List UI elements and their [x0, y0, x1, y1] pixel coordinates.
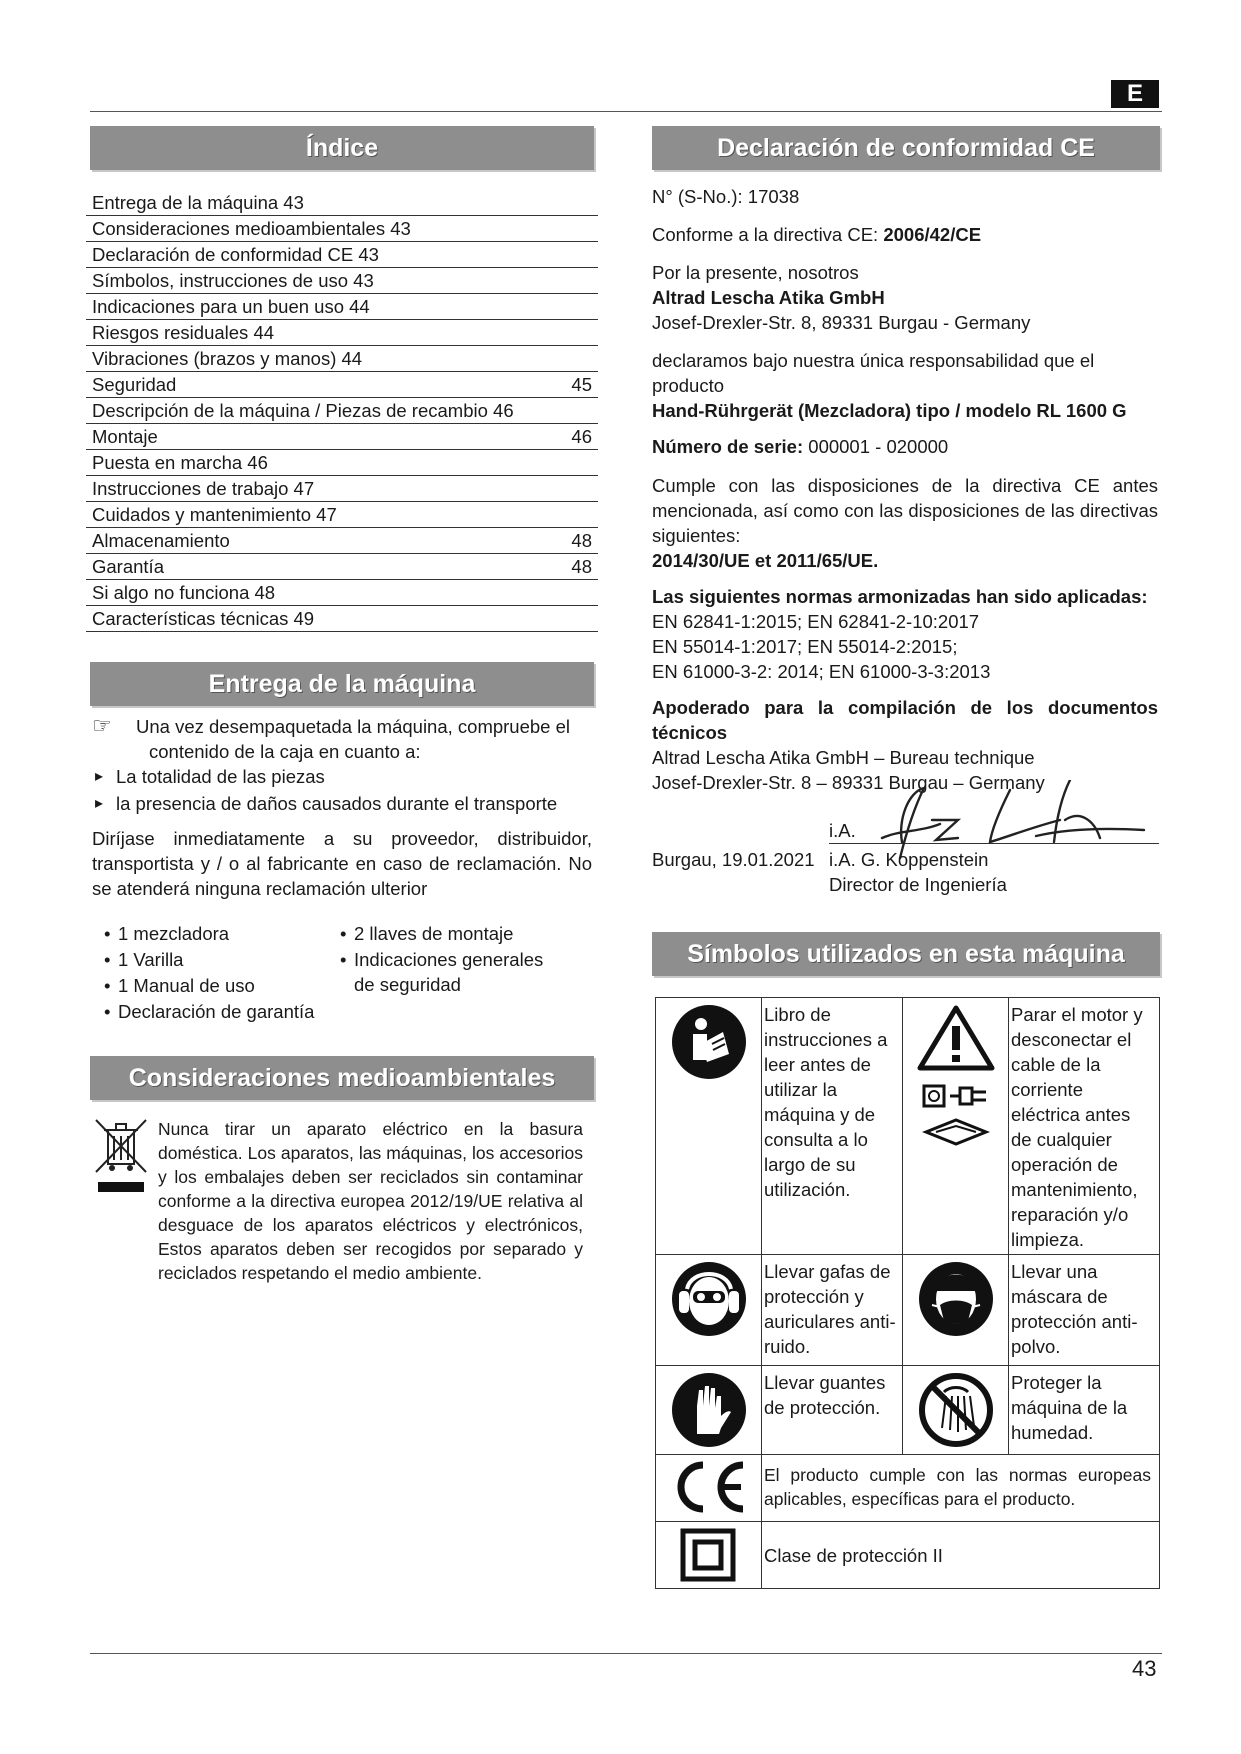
toc-entry-page [592, 294, 598, 319]
toc-entry-page [592, 346, 598, 371]
toc-entry-page [592, 398, 598, 423]
bottom-divider [90, 1653, 1162, 1654]
warning-unplug-icon [903, 998, 1009, 1255]
contents-list-1 [102, 921, 338, 1024]
goggles-symbol-text: Llevar gafas de protección y auriculares anti-ruido. [762, 1255, 903, 1366]
directives-list: 2014/30/UE et 2011/65/UE. [652, 550, 879, 571]
apoderado-line: Josef-Drexler-Str. 8 – 89331 Burgau – Germany [652, 772, 1045, 793]
list-item: • Indicaciones generales de seguridad [338, 947, 568, 997]
page-number: 43 [1132, 1656, 1157, 1681]
directive-line [652, 222, 1158, 247]
toc-entry-label: Vibraciones (brazos y manos) 44 [92, 348, 363, 369]
norm-line: EN 55014-1:2017; EN 55014-2:2015; [652, 636, 958, 657]
list-item: ▸ la presencia de daños causados durante el transporte [92, 791, 592, 816]
table-row [656, 998, 1160, 1255]
toc-entry [86, 398, 598, 424]
toc-entry-label: Riesgos residuales 44 [92, 322, 275, 343]
place-date: Burgau, 19.01.2021 [652, 849, 815, 870]
toc-entry-page [592, 242, 598, 267]
toc-entry-label: Montaje [92, 426, 158, 447]
serial-number-line: N° (S-No.): 17038 [652, 186, 800, 207]
toc-entry-page [592, 502, 598, 527]
table-of-contents [86, 190, 598, 632]
delivery-intro-line1: Una vez desempaquetada la máquina, compruebe el [136, 716, 571, 737]
humidity-symbol-text: Proteger la máquina de la humedad. [1009, 1366, 1160, 1455]
toc-entry [86, 242, 598, 268]
toc-entry [86, 320, 598, 346]
toc-entry-page [592, 476, 598, 501]
symbols-heading: Símbolos utilizados en esta máquina [652, 932, 1160, 976]
toc-entry-page [592, 216, 598, 241]
list-item: ▸ La totalidad de las piezas [92, 764, 592, 789]
table-row [656, 1255, 1160, 1366]
toc-entry [86, 190, 598, 216]
list-item: • Declaración de garantía [102, 999, 338, 1024]
presente-line: Por la presente, nosotros [652, 262, 859, 283]
directive-label: Conforme a la directiva CE: [652, 224, 884, 245]
index-heading: Índice [90, 126, 594, 170]
toc-entry-label: Puesta en marcha 46 [92, 452, 268, 473]
compliance-text: Cumple con las disposiciones de la directiva CE antes mencionada, así como con las disposiciones de las directivas siguientes: [652, 475, 1158, 546]
toc-entry-label: Descripción de la máquina / Piezas de recambio 46 [92, 400, 514, 421]
mask-symbol-text: Llevar una máscara de protección anti-polvo. [1009, 1255, 1160, 1366]
weee-crossed-bin-icon [92, 1116, 150, 1196]
ce-declaration-heading: Declaración de conformidad CE [652, 126, 1160, 170]
table-row [656, 1455, 1160, 1522]
toc-entry-label: Garantía [92, 556, 164, 577]
gloves-icon [656, 1366, 762, 1455]
table-row [656, 1522, 1160, 1589]
toc-entry-label: Almacenamiento [92, 530, 230, 551]
toc-entry-page: 48 [571, 530, 592, 551]
toc-entry [86, 450, 598, 476]
no-humidity-icon [903, 1366, 1009, 1455]
environment-heading: Consideraciones medioambientales [90, 1056, 594, 1100]
norm-line: EN 62841-1:2015; EN 62841-2-10:2017 [652, 611, 980, 632]
toc-entry-page [592, 320, 598, 345]
toc-entry-page [592, 580, 598, 605]
toc-entry-label: Consideraciones medioambientales 43 [92, 218, 411, 239]
contents-list-2 [338, 921, 568, 1024]
toc-entry-page [592, 190, 598, 215]
delivery-intro [92, 714, 592, 739]
toc-entry-label: Entrega de la máquina 43 [92, 192, 304, 213]
toc-entry-label: Instrucciones de trabajo 47 [92, 478, 315, 499]
toc-entry [86, 424, 598, 450]
manual-symbol-text: Libro de instrucciones a leer antes de utilizar la máquina y de consulta a lo largo de su utilización. [762, 998, 903, 1255]
toc-entry [86, 528, 598, 554]
toc-entry [86, 268, 598, 294]
company-address: Josef-Drexler-Str. 8, 89331 Burgau - Germany [652, 312, 1031, 333]
toc-entry [86, 554, 598, 580]
toc-entry [86, 216, 598, 242]
toc-entry [86, 502, 598, 528]
delivery-checklist [92, 764, 592, 816]
toc-entry-label: Símbolos, instrucciones de uso 43 [92, 270, 374, 291]
toc-entry-label: Cuidados y mantenimiento 47 [92, 504, 337, 525]
toc-entry-label: Declaración de conformidad CE 43 [92, 244, 379, 265]
goggles-ear-protection-icon [656, 1255, 762, 1366]
toc-entry-page [592, 450, 598, 475]
toc-entry [86, 346, 598, 372]
toc-entry-label: Características técnicas 49 [92, 608, 315, 629]
list-item: • 1 Varilla [102, 947, 338, 972]
pointing-hand-icon: ☞ [92, 713, 112, 738]
list-item: • 1 Manual de uso [102, 973, 338, 998]
sign-ia-label: i.A. [829, 820, 856, 841]
delivery-contents [92, 921, 592, 1024]
ce-symbol-text: El producto cumple con las normas europeas aplicables, específicas para el producto. [762, 1455, 1160, 1522]
protection-class-ii-icon [656, 1522, 762, 1589]
product-name: Hand-Rührgerät (Mezcladora) tipo / modelo RL 1600 G [652, 400, 1127, 421]
delivery-intro-line2: contenido de la caja en cuanto a: [149, 741, 421, 762]
norms-title: Las siguientes normas armonizadas han sido aplicadas: [652, 586, 1148, 607]
toc-entry-page [592, 606, 598, 631]
signer-role: Director de Ingeniería [829, 874, 1007, 895]
stop-motor-symbol-text: Parar el motor y desconectar el cable de la corriente eléctrica antes de cualquier operación de mantenimiento, reparación y/o limpieza. [1009, 998, 1160, 1255]
signer-name: i.A. G. Koppenstein [829, 849, 989, 870]
ce-declaration-body [652, 184, 1158, 795]
delivery-section [92, 714, 592, 1024]
toc-entry [86, 606, 598, 632]
class2-symbol-text: Clase de protección II [762, 1522, 1160, 1589]
symbols-table [655, 997, 1160, 1589]
list-item: • 2 llaves de montaje [338, 921, 568, 946]
toc-entry-page: 45 [571, 374, 592, 395]
directive-value: 2006/42/CE [883, 224, 982, 245]
table-row [656, 1366, 1160, 1455]
read-manual-icon [656, 998, 762, 1255]
environment-text: Nunca tirar un aparato eléctrico en la basura doméstica. Los aparatos, las máquinas, los accesorios y los embalajes deben ser reciclados sin contaminar conforme a la directiva europea 2012/19/UE relativa al desguace de los aparatos eléctricos y electrónicos, Estos aparatos deben ser recogidos por separado y reciclados respetando el medio ambiente. [158, 1119, 583, 1283]
serial-range-line [652, 434, 1158, 459]
toc-entry-page: 46 [571, 426, 592, 447]
language-badge: E [1111, 80, 1159, 108]
top-divider [90, 111, 1162, 112]
dust-mask-icon [903, 1255, 1009, 1366]
toc-entry [86, 372, 598, 398]
toc-entry [86, 294, 598, 320]
delivery-contact-text: Diríjase inmediatamente a su proveedor, distribuidor, transportista y / o al fabricante en caso de reclamación. No se atenderá ninguna reclamación ulterior [92, 828, 592, 899]
toc-entry-label: Seguridad [92, 374, 177, 395]
company-name: Altrad Lescha Atika GmbH [652, 287, 885, 308]
serial-range-label: Número de serie: [652, 436, 804, 457]
toc-entry [86, 580, 598, 606]
delivery-heading: Entrega de la máquina [90, 662, 594, 706]
apoderado-line: Altrad Lescha Atika GmbH – Bureau technique [652, 747, 1035, 768]
toc-entry-page [592, 268, 598, 293]
ce-mark-icon [656, 1455, 762, 1522]
norm-line: EN 61000-3-2: 2014; EN 61000-3-3:2013 [652, 661, 991, 682]
declare-line: declaramos bajo nuestra única responsabilidad que el producto [652, 350, 1095, 396]
gloves-symbol-text: Llevar guantes de protección. [762, 1366, 903, 1455]
toc-entry [86, 476, 598, 502]
apoderado-title: Apoderado para la compilación de los documentos técnicos [652, 697, 1158, 743]
toc-entry-label: Indicaciones para un buen uso 44 [92, 296, 370, 317]
serial-range-value: 000001 - 020000 [803, 436, 949, 457]
list-item: • 1 mezcladora [102, 921, 338, 946]
toc-entry-page: 48 [571, 556, 592, 577]
toc-entry-label: Si algo no funciona 48 [92, 582, 276, 603]
